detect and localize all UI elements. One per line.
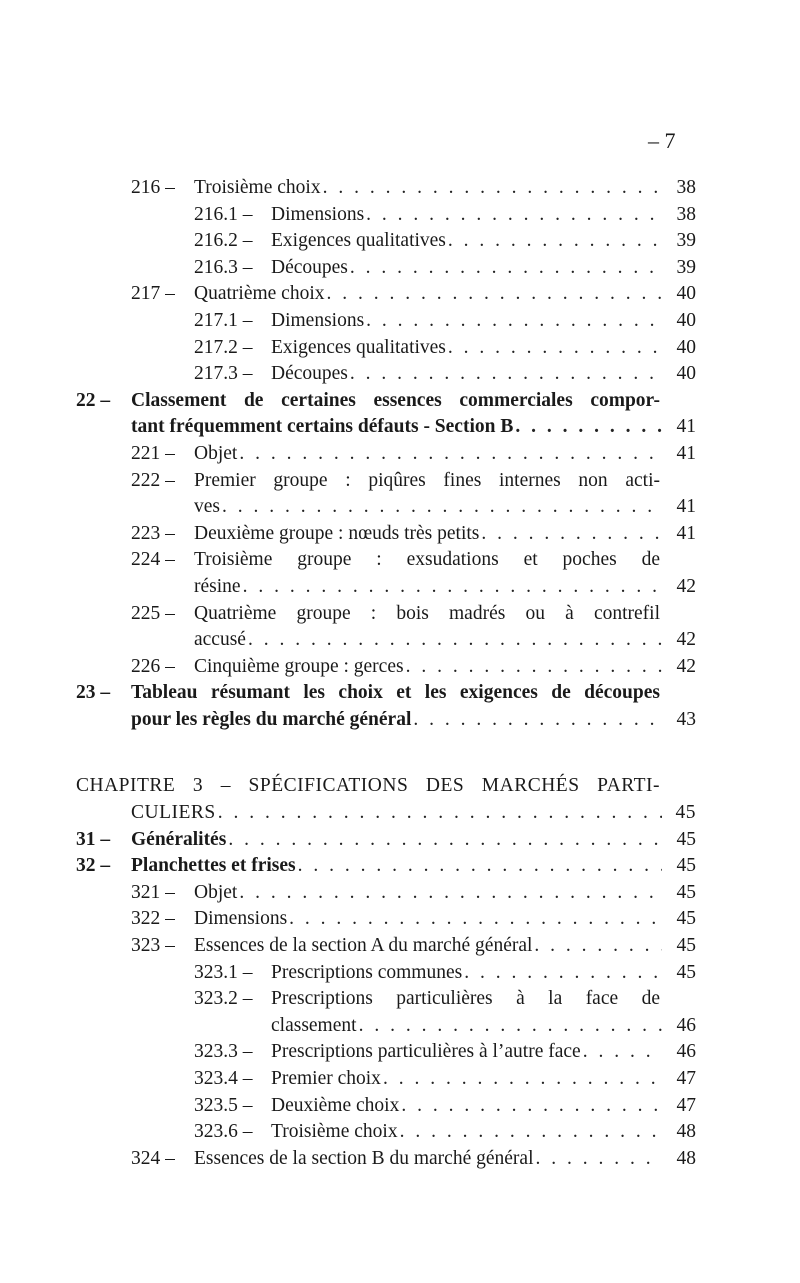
dot-leader [248,627,662,654]
toc-entry-323-2 [76,986,696,1013]
toc-entry-225-cont [76,627,696,654]
toc-entry-226 [76,654,696,681]
entry-title: Troisième choix [194,177,321,198]
entry-number: 23 – [76,682,111,704]
entry-page: 38 [676,203,696,225]
entry-page: 45 [676,828,696,850]
entry-page: 42 [676,629,696,651]
entry-title: Dimensions [271,309,365,331]
entry-number: 216.1 – [194,203,253,225]
entry-page: 45 [676,881,696,903]
entry-title: Découpes [271,256,348,278]
entry-page: 45 [676,908,696,930]
toc-entry-321 [76,880,696,907]
entry-title: Découpes [271,363,348,385]
entry-title: Deuxième groupe : nœuds très petits [194,522,480,544]
entry-number: 216.2 – [194,230,253,252]
entry-page: 41 [676,496,696,518]
entry-number: 323.4 – [194,1068,253,1089]
dot-leader [536,1146,663,1173]
entry-page: 42 [676,575,696,597]
entry-title: Dimensions [194,908,288,930]
entry-page: 41 [676,416,696,438]
entry-title: Planchettes et frises [131,855,296,877]
page-number: – 7 [648,128,676,153]
entry-title: Objet [194,442,238,464]
entry-page: 40 [676,309,696,331]
toc-entry-323-6 [76,1119,696,1146]
entry-title: Prescriptions particulières à l’autre face [271,1041,581,1063]
entry-page: 48 [676,1147,696,1169]
toc-entry-323-5 [76,1093,696,1120]
dot-leader [218,800,662,827]
dot-leader [464,960,662,987]
entry-title-line1: Tableau résumant les choix et les exigences de découpes [131,682,660,704]
entry-page: 46 [676,1041,696,1063]
toc-entry-322 [76,906,696,933]
toc-entry-222 [76,468,696,495]
toc-entry-23 [76,680,696,707]
entry-page: 40 [676,363,696,385]
entry-title-line1: Prescriptions particulières à la face de [271,988,660,1010]
dot-leader [289,906,662,933]
dot-leader [327,281,663,308]
toc-entry-324 [76,1146,696,1173]
toc-entry-323-1 [76,960,696,987]
entry-number: 323.5 – [194,1094,253,1116]
dot-leader [413,707,662,734]
entry-page: 48 [676,1121,696,1143]
entry-number: 323.2 – [194,988,253,1010]
entry-page: 40 [676,283,696,305]
entry-title-line1: Premier groupe : piqûres fines internes non acti- [194,469,660,491]
entry-title-line2: résine [194,575,241,597]
entry-number: 226 – [131,655,175,677]
entry-title-line2: accusé [194,629,246,651]
entry-number: 323.6 – [194,1121,253,1143]
toc-entry-222-cont [76,494,696,521]
toc-entry-22-cont [76,414,696,441]
dot-leader [406,654,662,681]
toc-entry-23-cont [76,707,696,734]
toc-entry-216 [76,175,696,202]
dot-leader [239,880,662,907]
section-gap [76,733,696,759]
toc-entry-323 [76,933,696,960]
entry-page: 45 [676,855,696,877]
entry-title: Exigences qualitatives [271,336,446,358]
entry-title: Quatrième choix [194,283,325,305]
toc-entry-225 [76,601,696,628]
toc-entry-323-3 [76,1039,696,1066]
entry-number: 223 – [131,522,175,544]
chapter-title-line2: CULIERS [131,802,216,824]
entry-title: Dimensions [271,203,365,225]
entry-number: 322 – [131,908,175,930]
entry-title: Exigences qualitatives [271,230,446,252]
dot-leader [243,574,662,601]
dot-leader [448,228,662,255]
entry-title-line2: classement [271,1014,357,1036]
entry-number: 224 – [131,549,175,571]
dot-leader [222,494,662,521]
entry-number: 22 – [76,389,111,411]
entry-number: 32 – [76,855,111,877]
toc-chapter-3-cont [76,800,696,827]
entry-title: Deuxième choix [271,1094,400,1116]
entry-page: 42 [676,655,696,677]
entry-page: 46 [676,1014,696,1036]
toc-entry-216-2 [76,228,696,255]
entry-page: 39 [676,256,696,278]
toc-entry-32 [76,853,696,880]
entry-number: 323.1 – [194,961,253,983]
entry-number: 222 – [131,469,175,491]
entry-number: 217.1 – [194,309,253,331]
entry-title: Premier choix [271,1068,381,1089]
entry-title: Essences de la section B du marché général [194,1147,534,1169]
entry-number: 225 – [131,602,175,624]
entry-title: Prescriptions communes [271,961,463,983]
dot-leader [583,1039,662,1066]
entry-title: Troisième choix [271,1121,398,1143]
entry-page: 39 [676,230,696,252]
entry-title-line1: Classement de certaines essences commerciales compor- [131,389,660,411]
dot-leader [481,521,662,548]
entry-title-line2: ves [194,496,220,518]
dot-leader [350,255,662,282]
toc-entry-224 [76,547,696,574]
entry-title: Objet [194,881,238,903]
entry-title: Cinquième groupe : gerces [194,655,404,677]
entry-number: 217 – [131,283,175,305]
entry-number: 323 – [131,935,175,957]
dot-leader [400,1119,662,1146]
dot-leader [239,441,662,468]
entry-number: 323.3 – [194,1041,253,1063]
dot-leader [298,853,662,880]
dot-leader [323,175,662,202]
entry-number: 217.2 – [194,336,253,358]
dot-leader [359,1013,662,1040]
toc-entry-217-2 [76,335,696,362]
entry-page: 41 [676,522,696,544]
dot-leader [401,1093,662,1120]
entry-title: Généralités [131,828,227,850]
chapter-title-line1: CHAPITRE 3 – SPÉCIFICATIONS DES MARCHÉS PARTI- [76,775,660,797]
entry-number: 217.3 – [194,363,253,385]
toc-entry-22 [76,388,696,415]
dot-leader [448,335,662,362]
toc-entry-217-1 [76,308,696,335]
toc-entry-216-1 [76,202,696,229]
dot-leader [366,308,662,335]
toc-entry-221 [76,441,696,468]
entry-number: 221 – [131,442,175,464]
section-gap [76,759,696,773]
entry-number: 321 – [131,881,175,903]
dot-leader [350,361,662,388]
entry-page: 40 [676,336,696,358]
entry-page: 45 [676,961,696,983]
toc-entry-323-4 [76,1066,696,1093]
dot-leader [383,1066,662,1093]
toc-entry-216-3 [76,255,696,282]
entry-page: 43 [676,708,696,730]
entry-page: 47 [676,1094,696,1116]
entry-number: 216 – [131,177,175,198]
dot-leader [366,202,662,229]
entry-number: 31 – [76,828,111,850]
toc-entry-217-3 [76,361,696,388]
entry-page: 45 [675,802,696,824]
entry-page: 41 [676,442,696,464]
toc-chapter-3 [76,773,696,800]
toc-entry-217 [76,281,696,308]
entry-title-line2: tant fréquemment certains défauts - Section B [131,416,514,438]
toc-entry-323-2-cont [76,1013,696,1040]
toc-entry-31 [76,827,696,854]
toc-entry-224-cont [76,574,696,601]
entry-page: 38 [676,177,696,198]
dot-leader [534,933,662,960]
entry-title: Essences de la section A du marché général [194,935,533,957]
dot-leader [228,827,662,854]
entry-page: 45 [676,935,696,957]
toc-entry-223 [76,521,696,548]
dot-leader [515,414,662,441]
entry-page: 47 [676,1068,696,1089]
entry-title-line1: Quatrième groupe : bois madrés ou à contrefil [194,602,660,624]
table-of-contents [76,175,696,1172]
entry-title-line1: Troisième groupe : exsudations et poches de [194,549,660,571]
entry-number: 216.3 – [194,256,253,278]
entry-title-line2: pour les règles du marché général [131,708,412,730]
entry-number: 324 – [131,1147,175,1169]
